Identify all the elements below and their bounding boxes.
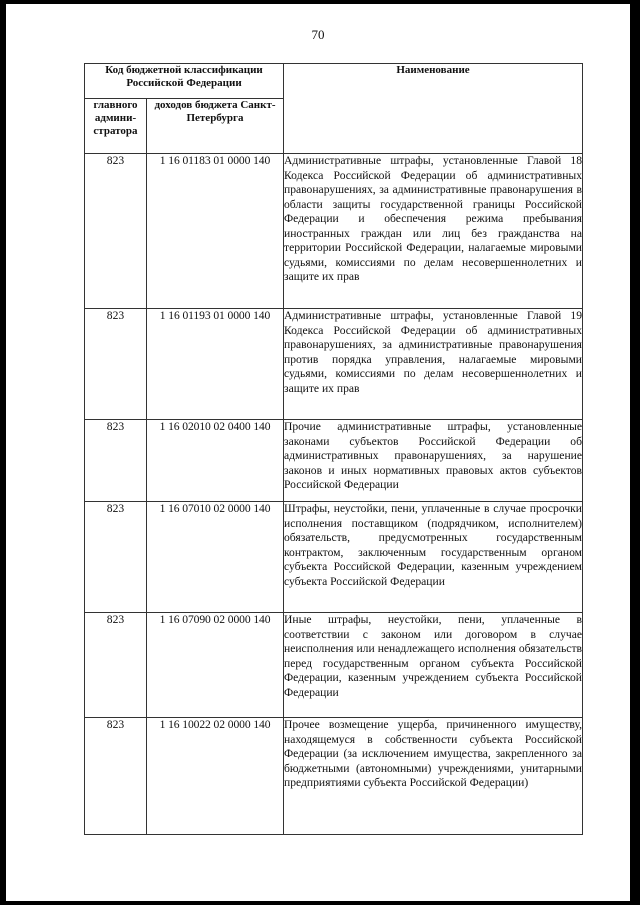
revenue-code-cell: 1 16 01193 01 0000 140 bbox=[147, 309, 284, 420]
name-cell: Прочие административные штрафы, установленные законами субъектов Российской Федерации об административных правонарушениях, за нарушение законов и иных нормативных правовых актов субъектов Российской Федерации bbox=[284, 420, 583, 502]
budget-classification-table bbox=[84, 63, 583, 835]
table-row bbox=[85, 420, 583, 502]
table-row bbox=[85, 154, 583, 309]
revenue-code-cell: 1 16 01183 01 0000 140 bbox=[147, 154, 284, 309]
admin-code-cell: 823 bbox=[85, 613, 147, 718]
name-cell: Штрафы, неустойки, пени, уплаченные в случае просрочки исполнения поставщиком (подрядчиком, исполнителем) обязательств, предусмотренных государственным контрактом, заключенным государственным органом субъекта Российской Федерации, казенным учреждением субъекта Российской Федерации bbox=[284, 502, 583, 613]
table-row bbox=[85, 502, 583, 613]
revenue-code-cell: 1 16 07090 02 0000 140 bbox=[147, 613, 284, 718]
admin-code-cell: 823 bbox=[85, 309, 147, 420]
header-budget-classification: Код бюджетной классификации Российской Федерации bbox=[85, 64, 284, 99]
table-row bbox=[85, 309, 583, 420]
name-cell: Иные штрафы, неустойки, пени, уплаченные в соответствии с законом или договором в случае неисполнения или ненадлежащего исполнения обязательств перед государственным органом субъекта Российской Федерации, казенным учреждением субъекта Российской Федерации bbox=[284, 613, 583, 718]
admin-code-cell: 823 bbox=[85, 718, 147, 835]
page-number: 70 bbox=[311, 27, 325, 42]
table-row bbox=[85, 613, 583, 718]
revenue-code-cell: 1 16 10022 02 0000 140 bbox=[147, 718, 284, 835]
table-row bbox=[85, 718, 583, 835]
header-revenue-code: доходов бюджета Санкт-Петербурга bbox=[147, 99, 284, 154]
admin-code-cell: 823 bbox=[85, 502, 147, 613]
admin-code-cell: 823 bbox=[85, 154, 147, 309]
revenue-code-cell: 1 16 07010 02 0000 140 bbox=[147, 502, 284, 613]
header-chief-administrator: главного админи-стратора bbox=[85, 99, 147, 154]
revenue-code-cell: 1 16 02010 02 0400 140 bbox=[147, 420, 284, 502]
header-name: Наименование bbox=[284, 64, 583, 154]
admin-code-cell: 823 bbox=[85, 420, 147, 502]
document-page bbox=[6, 4, 630, 901]
header-row bbox=[85, 64, 583, 99]
name-cell: Административные штрафы, установленные Главой 18 Кодекса Российской Федерации об административных правонарушениях, за административные правонарушения в области защиты государственной границы Российской Федерации и обеспечения режима пребывания иностранных граждан или лиц без гражданства на территории Российской Федерации, налагаемые мировыми судьями, комиссиями по делам несовершеннолетних и защите их прав bbox=[284, 154, 583, 309]
name-cell: Административные штрафы, установленные Главой 19 Кодекса Российской Федерации об административных правонарушениях, за административные правонарушения против порядка управления, налагаемые мировыми судьями, комиссиями по делам несовершеннолетних и защите их прав bbox=[284, 309, 583, 420]
name-cell: Прочее возмещение ущерба, причиненного имуществу, находящемуся в собственности субъекта Российской Федерации (за исключением имущества, закрепленного за бюджетными (автономными) учреждениями, унитарными предприятиями субъекта Российской Федерации) bbox=[284, 718, 583, 835]
